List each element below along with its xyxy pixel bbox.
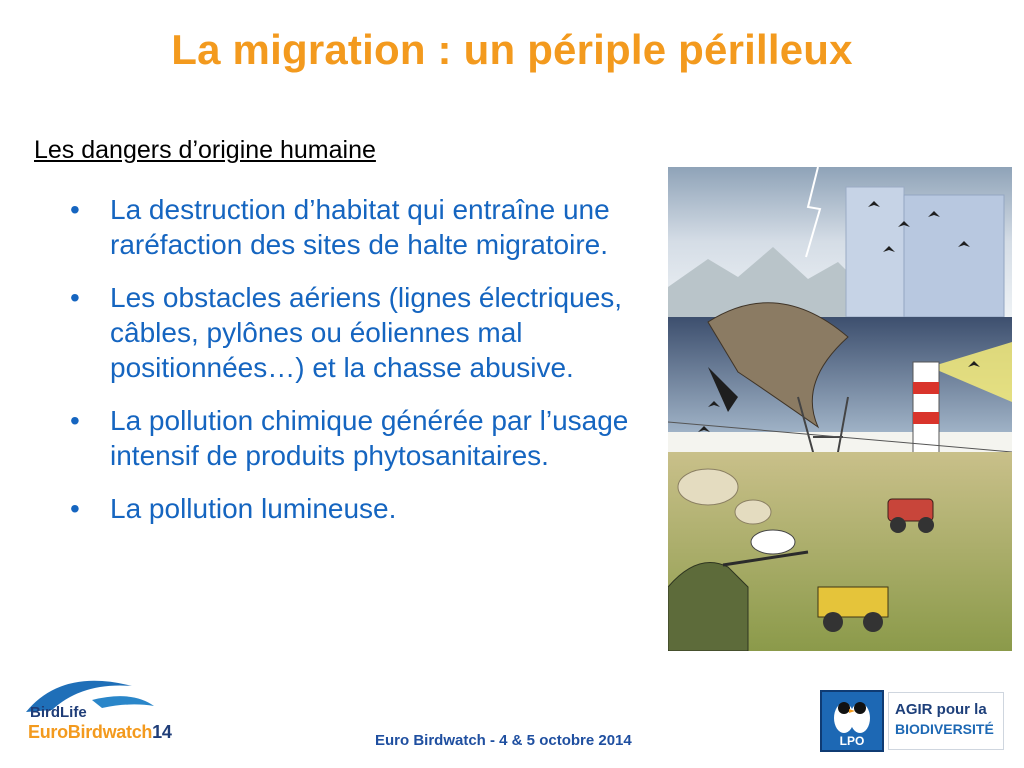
lpo-logo [820, 690, 884, 752]
bullet-item [70, 280, 670, 385]
migration-dangers-illustration [668, 167, 1012, 651]
bullet-item [70, 403, 670, 473]
agir-label: AGIR pour la [895, 701, 987, 718]
puffin-icon [822, 694, 882, 738]
bullet-text: La pollution lumineuse. [110, 493, 397, 524]
section-subtitle: Les dangers d’origine humaine [34, 136, 376, 164]
agir-biodiversite-logo [888, 692, 1004, 750]
bullet-dot: • [70, 194, 80, 225]
skyscraper-left [846, 187, 904, 317]
tractor [918, 517, 934, 533]
oiled-bird [751, 530, 795, 554]
bullet-dot: • [70, 282, 80, 313]
bulldozer [863, 612, 883, 632]
footer-event-text: Euro Birdwatch - 4 & 5 octobre 2014 [375, 732, 632, 749]
lpo-label: LPO [839, 734, 865, 748]
bullet-list [70, 192, 670, 544]
eurobirdwatch-label: EuroBirdwatch14 [28, 722, 172, 742]
bullet-text: Les obstacles aériens (lignes électriques, câbles, pylônes ou éoliennes mal positionnées…) et la chasse abusive. [110, 282, 623, 383]
rocks [735, 500, 771, 524]
bullet-item [70, 491, 670, 526]
skyscraper-right [904, 195, 1004, 317]
hunter [668, 563, 748, 652]
biodiversite-label: BIODIVERSITÉ [895, 721, 994, 737]
birdlife-label: BirdLife [30, 704, 87, 721]
bullet-text: La destruction d’habitat qui entraîne une raréfaction des sites de halte migratoire. [110, 194, 610, 260]
bullet-dot: • [70, 493, 80, 524]
bullet-dot: • [70, 405, 80, 436]
slide-title: La migration : un périple périlleux [171, 26, 853, 73]
bullet-item [70, 192, 670, 262]
bullet-text: La pollution chimique générée par l’usage intensif de produits phytosanitaires. [110, 405, 629, 471]
birdlife-eurobirdwatch-logo [22, 676, 172, 756]
lighthouse [913, 412, 939, 424]
